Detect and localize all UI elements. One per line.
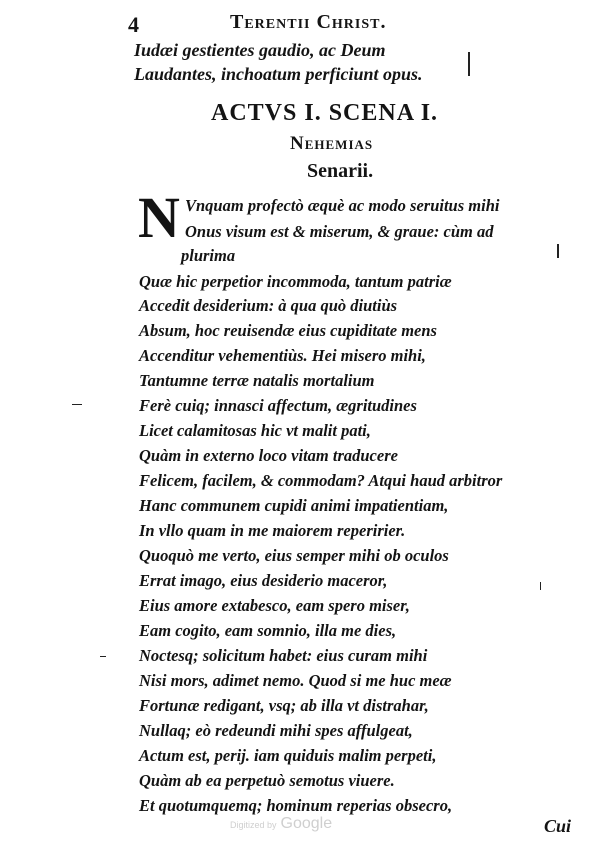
- argument-line-1: Iudæi gestientes gaudio, ac Deum: [134, 40, 386, 60]
- catchword: Cui: [543, 816, 571, 836]
- act-scene-title: ACTVS I. SCENA I.: [211, 100, 439, 126]
- verse-line: Errat imago, eius desiderio maceror,: [139, 571, 388, 590]
- verse-line: Quàm ab ea perpetuò semotus viuere.: [139, 771, 395, 790]
- ink-mark: [100, 656, 106, 657]
- ink-mark: [468, 52, 470, 76]
- verse-line: Actum est, perij. iam quiduis malim perpeti,: [139, 746, 437, 765]
- verse-line: Nisi mors, adimet nemo. Quod si me huc meæ: [139, 671, 452, 690]
- verse-line: Absum, hoc reuisendæ eius cupiditate mens: [139, 321, 437, 340]
- drop-cap-initial: N: [138, 185, 180, 250]
- speaker-name: Nehemias: [290, 133, 374, 154]
- verse-line: Ferè cuiq; innasci affectum, ægritudines: [139, 396, 417, 415]
- verse-line: Onus visum est & miserum, & graue: cùm ad: [185, 222, 494, 241]
- running-head: Terentii Christ.: [230, 11, 387, 33]
- digitization-watermark: [230, 815, 332, 833]
- verse-line: Quoquò me verto, eius semper mihi ob oculos: [139, 546, 449, 565]
- page-number: 4: [128, 12, 139, 37]
- ink-mark: [72, 404, 82, 405]
- watermark-brand: Google: [280, 815, 333, 832]
- verse-line: Eius amore extabesco, eam spero miser,: [139, 596, 410, 615]
- verse-line: In vllo quam in me maiorem reperirier.: [139, 521, 406, 540]
- ink-mark: [540, 582, 541, 590]
- verse-line: Vnquam profectò æquè ac modo seruitus mihi: [185, 196, 500, 215]
- verse-line: Quæ hic perpetior incommoda, tantum patriæ: [139, 272, 452, 291]
- meter-label: Senarii.: [307, 160, 374, 182]
- verse-line: Noctesq; solicitum habet: eius curam mihi: [139, 646, 428, 665]
- verse-line: Felicem, facilem, & commodam? Atqui haud arbitror: [139, 471, 503, 490]
- verse-line: Accenditur vehementiùs. Hei misero mihi,: [139, 346, 426, 365]
- verse-line: Nullaq; eò redeundi mihi spes affulgeat,: [139, 721, 413, 740]
- verse-line: Quàm in externo loco vitam traducere: [139, 446, 398, 465]
- verse-line: plurima: [181, 246, 236, 265]
- verse-line: Accedit desiderium: à qua quò diutiùs: [139, 296, 398, 315]
- ink-mark: [557, 244, 559, 258]
- verse-line: Fortunæ redigant, vsq; ab illa vt distrahar,: [139, 696, 429, 715]
- verse-line: Licet calamitosas hic vt malit pati,: [139, 421, 371, 440]
- verse-line: Hanc communem cupidi animi impatientiam,: [139, 496, 449, 515]
- watermark-prefix: Digitized by: [230, 820, 277, 830]
- verse-line: Tantumne terræ natalis mortalium: [139, 371, 375, 390]
- argument-line-2: Laudantes, inchoatum perficiunt opus.: [134, 64, 423, 84]
- verse-line: Eam cogito, eam somnio, illa me dies,: [139, 621, 397, 640]
- verse-line: Et quotumquemq; hominum reperias obsecro,: [139, 796, 453, 815]
